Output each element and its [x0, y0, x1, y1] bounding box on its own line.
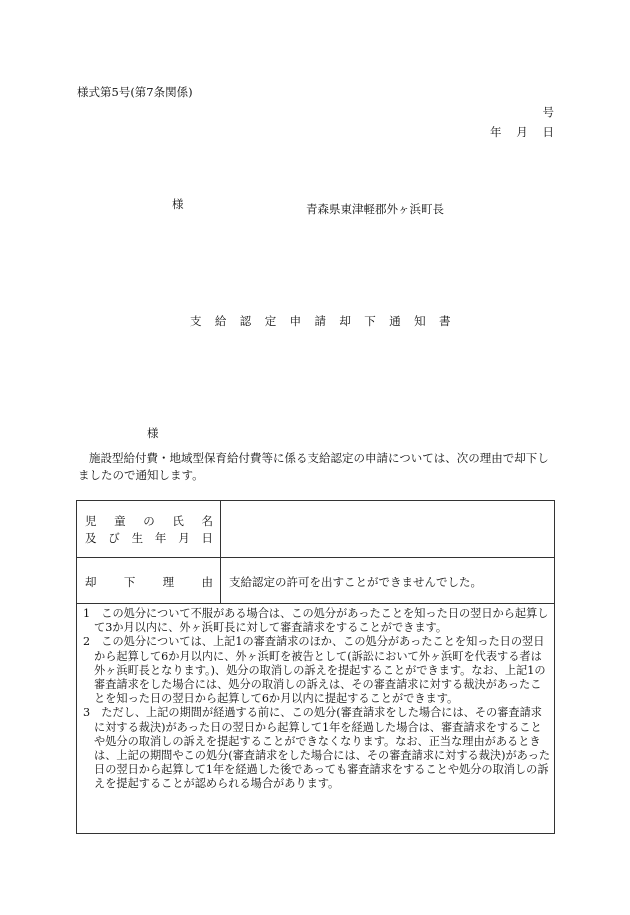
rejection-reason-label-cell [77, 558, 221, 603]
date-year-label: 年 [490, 125, 502, 139]
body-text: 施設型給付費・地域型保育給付費等に係る支給認定の申請については、次の理由で却下しましたので通知します。 [78, 451, 549, 482]
label-char: 月 [178, 531, 190, 545]
label-char: 下 [123, 575, 136, 589]
notice-table [76, 500, 555, 834]
date-month-label: 月 [516, 125, 528, 139]
document-title: 支給認定申請却下通知書 [190, 314, 464, 328]
label-char: 氏 [172, 514, 184, 528]
child-name-label [85, 513, 213, 529]
rejection-reason-row [77, 558, 554, 604]
note-item: 1 この処分について不服がある場合は、この処分があったことを知った日の翌日から起算して3か月以内に、外ヶ浜町長に対して審査請求をすることができます。 [83, 607, 549, 635]
note-item: 3 ただし、上記の期間が経過する前に、この処分(審査請求をした場合には、その審査請求に対する裁決)があった日の翌日から起算して1年を経過した場合は、審査請求をすることや処分の取消しの訴えを提起することができなくなります。なお、正当な理由があるときは、上記の期間やこの処分(審査請求をした場合には、その審査請求に対する裁決)があった日の翌日から起算して1年を経過した後であっても審査請求をすることや処分の取消しの訴えを提起することが認められる場合があります。 [83, 706, 551, 791]
addressee-honorific: 様 [172, 197, 184, 211]
rejection-reason-value: 支給認定の許可を出すことができませんでした。 [229, 575, 482, 589]
label-char: び [108, 531, 120, 545]
note-item: 2 この処分については、上記1の審査請求のほか、この処分があったことを知った日の翌日から起算して6か月以内に、外ヶ浜町を被告として(訴訟において外ヶ浜町を代表する者は外ヶ浜町長となります。)、処分の取消しの訴えを提起することができます。なお、上記1の審査請求をした場合には、処分の取消しの訴えは、その審査請求に対する裁決があったことを知った日の翌日から起算して6か月以内に提起することができます。 [83, 635, 546, 706]
child-info-label-cell [77, 501, 221, 557]
appeal-notes [83, 607, 551, 792]
form-number: 様式第5号(第7条関係) [77, 85, 193, 99]
label-char: 生 [131, 531, 144, 545]
label-char: 理 [162, 575, 175, 589]
label-char: 年 [154, 531, 167, 545]
rejection-reason-label [85, 574, 213, 590]
label-char: 名 [201, 514, 213, 528]
label-char: 童 [114, 514, 126, 528]
document-number-label: 号 [542, 105, 554, 119]
label-char: 日 [201, 531, 213, 545]
label-char: 由 [201, 575, 213, 589]
recipient-honorific: 様 [147, 426, 159, 440]
label-char: 却 [85, 575, 97, 589]
date-day-label: 日 [542, 125, 554, 139]
issuer-name: 青森県東津軽郡外ヶ浜町長 [306, 202, 444, 216]
label-char: 及 [85, 531, 97, 545]
child-info-row [77, 501, 554, 558]
label-char: 児 [85, 514, 97, 528]
birthdate-label [85, 530, 213, 546]
document-date [490, 124, 554, 140]
label-char: の [143, 514, 155, 528]
